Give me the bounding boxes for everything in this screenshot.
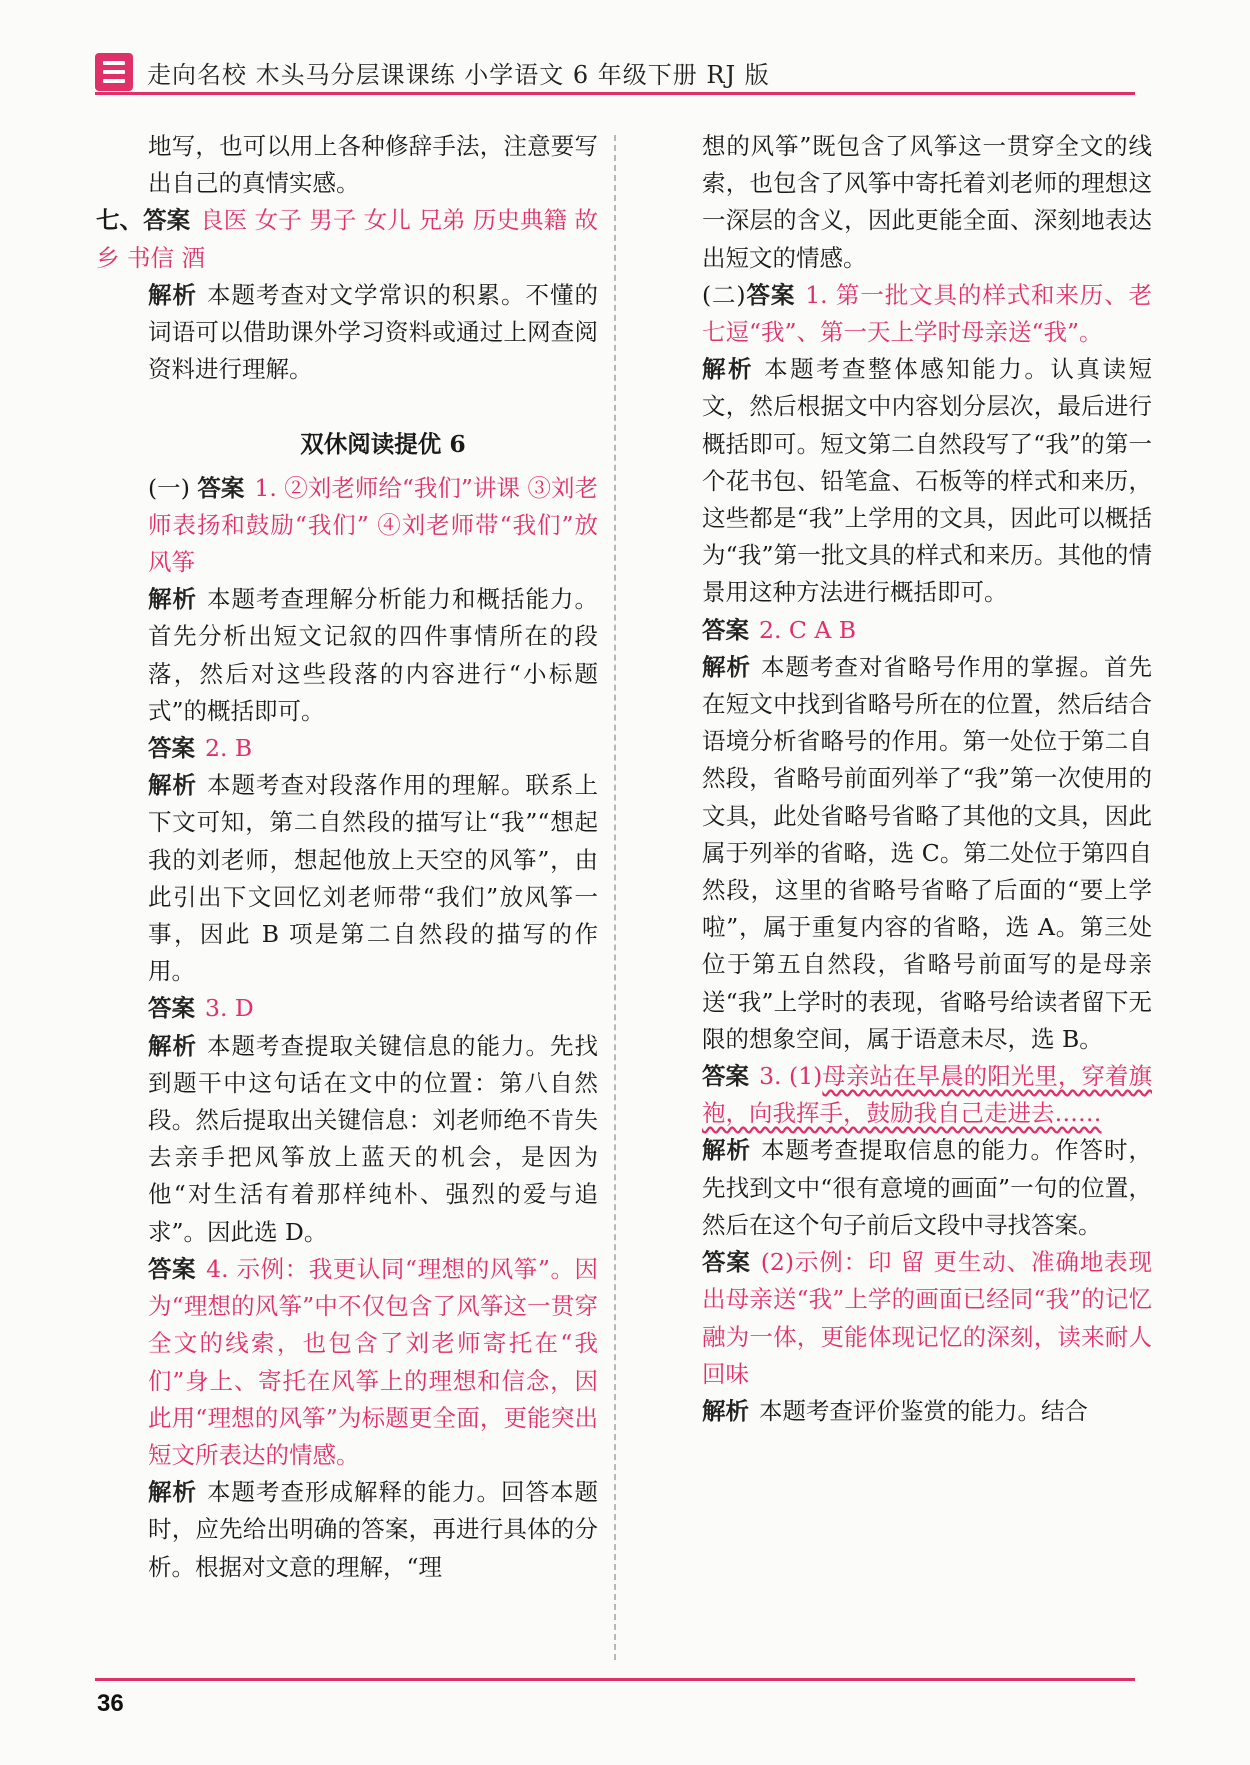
q7-analysis: 解析 本题考查对文学常识的积累。不懂的词语可以借助课外学习资料或通过上网查阅资料进行理解。 [148,280,598,384]
answer-2-3: 答案 3. (1)母亲站在早晨的阳光里，穿着旗袍，向我挥手，鼓励我自己走进去…… [702,1062,1153,1128]
analysis-4: 解析 本题考查形成解释的能力。回答本题时，应先给出明确的答案，再进行具体的分析。根据对文意的理解，“理 [148,1478,598,1581]
page-number: 36 [97,1690,124,1717]
right-column [702,128,1152,1430]
column-divider [614,135,616,1660]
answer-4: 答案 4. 示例：我更认同“理想的风筝”。因为“理想的风筝”中不仅包含了风筝这一贯穿全文的线索，也包含了刘老师寄托在“我们”身上、寄托在风筝上的理想和信念，因此用“理想的风筝”为标题更全面，更能突出短文所表达的情感。 [148,1254,599,1469]
analysis-2: 解析 本题考查对段落作用的理解。联系上下文可知，第二自然段的描写让“我”“想起我的刘老师，想起他放上天空的风筝”，由此引出下文回忆刘老师带“我们”放风筝一事，因此 B 项是第二自然段的描写的作用。 [148,771,598,986]
answer-2: 答案 2. B [148,734,253,763]
footer-rule [95,1678,1135,1681]
section-title: 双休阅读提优 6 [300,430,466,459]
answer-3: 答案 3. D [148,994,254,1023]
book-logo-icon [95,53,133,91]
page-header [95,50,1130,94]
header-rule [95,92,1135,95]
paragraph: 地写，也可以用上各种修辞手法，注意要写出自己的真情实感。 [148,132,598,198]
left-column [96,128,599,1586]
paragraph: 想的风筝”既包含了风筝这一贯穿全文的线索，也包含了风筝中寄托着刘老师的理想这一深层的含义，因此更能全面、深刻地表达出短文的情感。 [702,132,1152,272]
analysis-2-4: 解析 本题考查评价鉴赏的能力。结合 [702,1396,1088,1425]
analysis-2-1: 解析 本题考查整体感知能力。认真读短文，然后根据文中内容划分层次，最后进行概括即可。短文第二自然段写了“我”的第一个花书包、铅笔盒、石板等的样式和来历，这些都是“我”上学用的文具，因此可以概括为“我”第一批文具的样式和来历。其他的情景用这种方法进行概括即可。 [702,355,1152,607]
answer-1: (一) 答案 1. ②刘老师给“我们”讲课 ③刘老师表扬和鼓励“我们” ④刘老师带“我们”放风筝 [148,473,598,577]
answer-2-4: 答案 (2)示例：印 留 更生动、准确地表现出母亲送“我”上学的画面已经同“我”的记忆融为一体，更能体现记忆的深刻，读来耐人回味 [702,1248,1153,1388]
analysis-2-2: 解析 本题考查对省略号作用的掌握。首先在短文中找到省略号所在的位置，然后结合语境分析省略号的作用。第一处位于第二自然段，省略号前面列举了“我”第一次使用的文具，此处省略号省略了其他的文具，因此属于列举的省略，选 C。第二处位于第四自然段，这里的省略号省略了后面的“要上学啦”，属于重复内容的省略，选 A。第三处位于第五自然段，省略号前面写的是母亲送“我”上学时的表现，省略号给读者留下无限的想象空间，属于语意未尽，选 B。 [702,652,1152,1053]
answer-2-2: 答案 2. C A B [702,615,857,644]
q7-answer: 七、答案 良医 女子 男子 女儿 兄弟 历史典籍 故乡 书信 酒 [96,206,599,272]
analysis-3: 解析 本题考查提取关键信息的能力。先找到题干中这句话在文中的位置：第八自然段。然后提取出关键信息：刘老师绝不肯失去亲手把风筝放上蓝天的机会，是因为他“对生活有着那样纯朴、强烈的爱与追求”。因此选 D。 [148,1031,598,1246]
answer-2-1: (二)答案 1. 第一批文具的样式和来历、老七逗“我”、第一天上学时母亲送“我”。 [702,280,1152,347]
analysis-1: 解析 本题考查理解分析能力和概括能力。首先分析出短文记叙的四件事情所在的段落，然后对这些段落的内容进行“小标题式”的概括即可。 [148,585,598,725]
analysis-2-3: 解析 本题考查提取信息的能力。作答时，先找到文中“很有意境的画面”一句的位置，然后在这个句子前后文段中寻找答案。 [702,1136,1152,1239]
header-title: 走向名校 木头马分层课课练 小学语文 6 年级下册 RJ 版 [147,60,770,89]
